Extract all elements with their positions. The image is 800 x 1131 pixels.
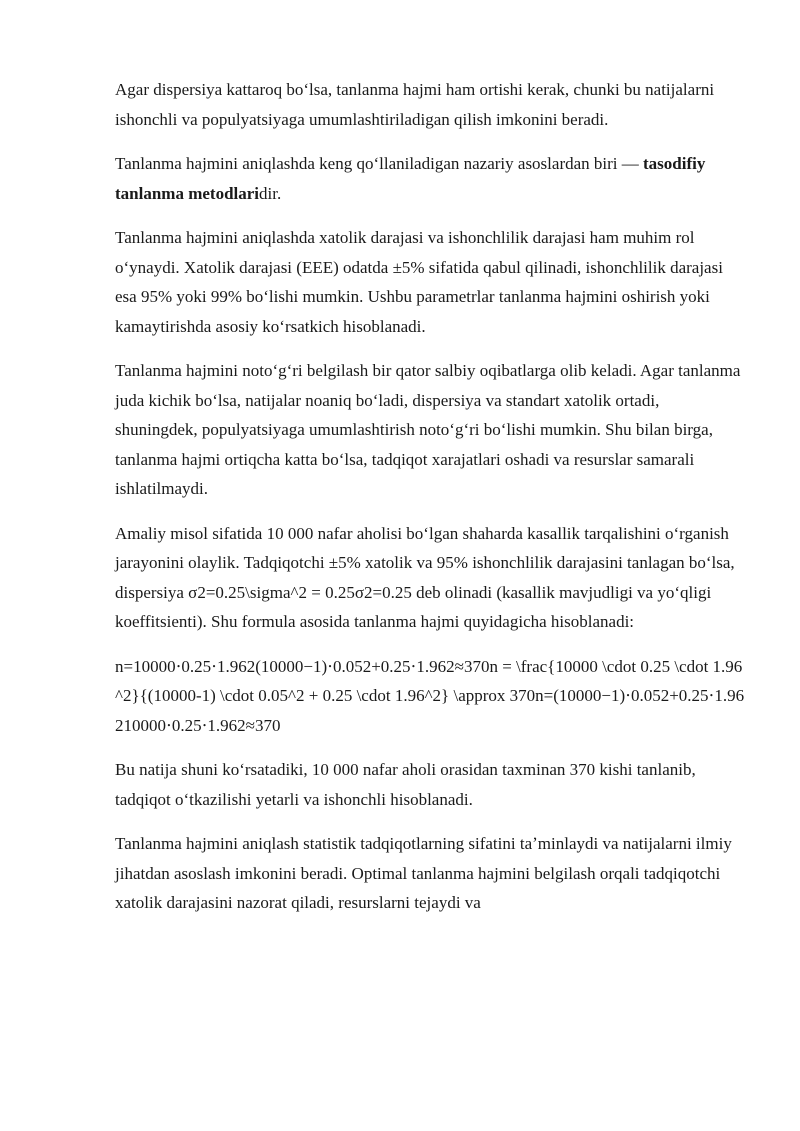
paragraph-result: Bu natija shuni koʻrsatadiki, 10 000 nafar aholi orasidan taxminan 370 kishi tanlanib, tadqiqot oʻtkazilishi yetarli va ishonchli hisoblanadi. — [115, 760, 696, 809]
paragraph-conclusion: Tanlanma hajmini aniqlash statistik tadqiqotlarning sifatini taʼminlaydi va natijalarni ilmiy jihatdan asoslash imkonini beradi. Optimal tanlanma hajmini belgilash orqali tadqiqotchi xatolik darajasini nazorat qiladi, resurslarni tejaydi va — [115, 834, 732, 912]
paragraph-random-sampling — [115, 149, 745, 208]
random-sampling-term: tasodifiy tanlanma metodlari — [115, 154, 706, 203]
document-page — [115, 75, 745, 933]
sample-size-formula: n=10000⋅0.25⋅1.962(10000−1)⋅0.052+0.25⋅1.962≈370n = \frac{10000 \cdot 0.25 \cdot 1.96^2}{(10000-1) \cdot 0.05^2 + 0.25 \cdot 1.96^2} \approx 370n=(10000−1)⋅0.052+0.25⋅1.96210000⋅0.25⋅1.962≈370 — [115, 656, 745, 735]
paragraph-variance: Agar dispersiya kattaroq boʻlsa, tanlanma hajmi ham ortishi kerak, chunki bu natijalarni ishonchli va populyatsiyaga umumlashtiriladigan qilish imkonini beradi. — [115, 80, 715, 129]
paragraph-practical-example: Amaliy misol sifatida 10 000 nafar aholisi boʻlgan shaharda kasallik tarqalishini oʻrganish jarayonini olaylik. Tadqiqotchi ±5% xatolik va 95% ishonchlilik darajasini tanlagan boʻlsa, dispersiya σ2=0.25\sigma^2 = 0.25σ2=0.25 deb olinadi (kasallik mavjudligi va yoʻqligi koeffitsienti). Shu formula asosida tanlanma hajmi quyidagicha hisoblanadi: — [115, 523, 735, 631]
paragraph-random-sampling-tail: dir. — [259, 183, 282, 203]
paragraph-random-sampling-lead: Tanlanma hajmini aniqlashda keng qoʻllaniladigan nazariy asoslardan biri — — [115, 154, 644, 173]
paragraph-wrong-sample-size: Tanlanma hajmini notoʻgʻri belgilash bir qator salbiy oqibatlarga olib keladi. Agar tanlanma juda kichik boʻlsa, natijalar noaniq boʻladi, dispersiya va standart xatolik ortadi, shuningdek, populyatsiyaga umumlashtirish notoʻgʻri boʻlishi mumkin. Shu bilan birga, tanlanma hajmi ortiqcha katta boʻlsa, tadqiqot xarajatlari oshadi va resurslar samarali ishlatilmaydi. — [115, 361, 741, 498]
paragraph-error-confidence: Tanlanma hajmini aniqlashda xatolik darajasi va ishonchlilik darajasi ham muhim rol oʻynaydi. Xatolik darajasi (EEE) odatda ±5% sifatida qabul qilinadi, ishonchlilik darajasi esa 95% yoki 99% boʻlishi mumkin. Ushbu parametrlar tanlanma hajmini oshirish yoki kamaytirishda asosiy koʻrsatkich hisoblanadi. — [115, 228, 723, 336]
